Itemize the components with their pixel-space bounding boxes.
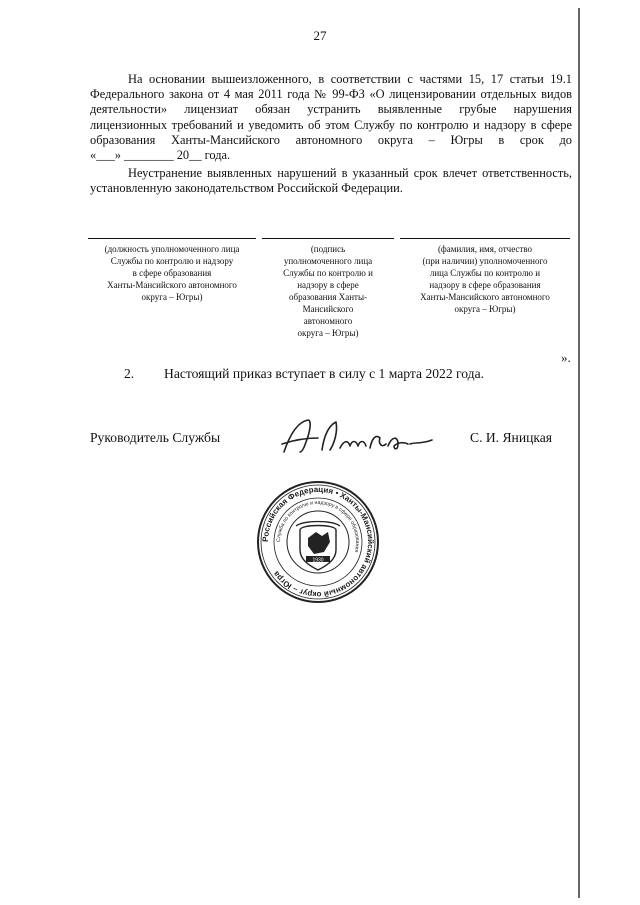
text-line: деятельности» лицензиат обязан устранить выявленные грубые нарушения [90, 102, 572, 117]
seal-inner-text: Служба по контролю и надзору в сфере образования [275, 499, 361, 553]
signatory-name: С. И. Яницкая [470, 430, 553, 445]
caption-line: Ханты-Мансийского автономного [107, 280, 237, 290]
page-number: 27 [313, 28, 327, 43]
text-line: установленную законодательством Российской Федерации. [90, 181, 403, 196]
caption-line: надзору в сфере образования [429, 280, 541, 290]
caption-line: лица Службы по контролю и [429, 268, 541, 278]
item-number: 2. [124, 366, 135, 381]
signature-line [88, 238, 256, 239]
official-seal [256, 480, 380, 604]
caption-line: (подпись [310, 244, 346, 254]
text-line: образования Ханты-Мансийского автономного округа – Югры в срок до [90, 132, 572, 147]
caption-line: надзору в сфере [297, 280, 359, 290]
caption-line: автономного [303, 316, 353, 326]
paragraph-grounds [90, 72, 572, 163]
signature-field-full-name [400, 238, 570, 315]
signature-line [400, 238, 570, 239]
text-line: На основании вышеизложенного, в соответствии с частями 15, 17 статьи 19.1 [128, 72, 572, 86]
caption-line: округа – Югры) [454, 304, 516, 314]
caption-line: в сфере образования [132, 268, 212, 278]
caption-line: округа – Югры) [297, 328, 359, 338]
caption-line: уполномоченного лица [283, 256, 373, 266]
signature-line [262, 238, 394, 239]
caption-line: округа – Югры) [141, 292, 203, 302]
caption-line: (при наличии) уполномоченного [422, 256, 548, 266]
order-item-2 [124, 366, 484, 382]
caption-line: Службы по контролю и надзору [110, 256, 234, 266]
seal-year: 1930 [312, 557, 324, 564]
paragraph-liability [90, 166, 572, 196]
closing-quote: ». [561, 350, 571, 365]
text-line: Федерального закона от 4 мая 2011 года № 99-ФЗ «О лицензировании отдельных видов [90, 87, 572, 102]
text-line: «___» ________ 20__ года. [90, 148, 231, 163]
signatory-title: Руководитель Службы [90, 430, 221, 445]
item-text: Настоящий приказ вступает в силу с 1 марта 2022 года. [164, 366, 485, 381]
signature-field-signature [262, 238, 394, 339]
text-line: Неустранение выявленных нарушений в указанный срок влечет ответственность, [128, 166, 572, 180]
seal-outer-text: Российская Федерация • Ханты-Мансийский автономный округ – Югра [260, 484, 376, 600]
caption-line: образования Ханты- [288, 292, 367, 302]
scan-edge-line [578, 8, 580, 898]
caption-line: (должность уполномоченного лица [104, 244, 240, 254]
text-line: лицензионных требований и уведомить об этом Службу по контролю и надзору в сфере [90, 117, 572, 132]
caption-line: Службы по контролю и [283, 268, 373, 278]
caption-line: (фамилия, имя, отчество [437, 244, 533, 254]
handwritten-signature [278, 414, 438, 458]
caption-line: Ханты-Мансийского автономного [420, 292, 550, 302]
signature-field-position [88, 238, 256, 303]
caption-line: Мансийского [302, 304, 354, 314]
